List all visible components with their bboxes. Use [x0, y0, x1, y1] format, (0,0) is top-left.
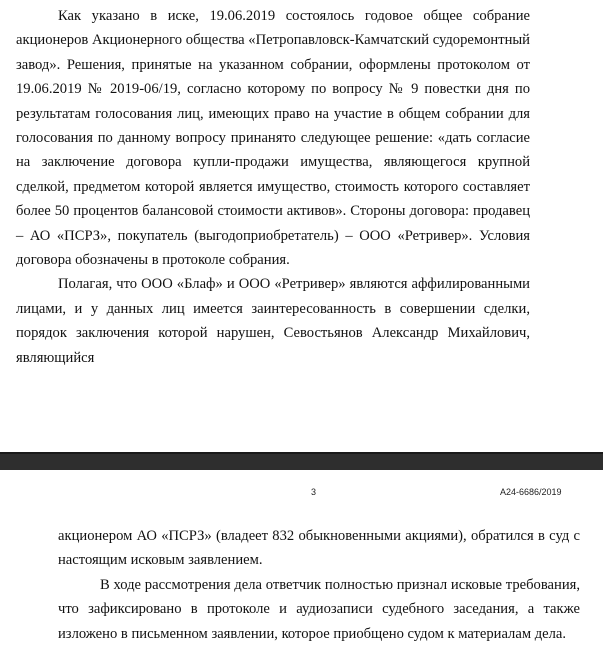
page-number: 3 — [311, 487, 317, 497]
paragraph-claim-description: Как указано в иске, 19.06.2019 состоялось годовое общее собрание акционеров Акционерного общества «Петропавловск-Камчатский судоремонтный завод». Решения, принятые на указанном собрании, оформлены протоколом от 19.06.2019 № 2019-06/19, согласно которому по вопросу № 9 повестки дня по результатам голосования лиц, имеющих право на участие в общем собрании для голосования по данному вопросу принанято следующее решение: «дать согласие на заключение договора купли-продажи имущества, являющегося крупной сделкой, предметом которой является имущество, стоимость которого составляет более 50 процентов балансовой стоимости активов». Стороны договора: продавец – АО «ПСРЗ», покупатель (выгодоприобретатель) – ООО «Ретривер». Условия договора обозначены в протоколе собрания. — [16, 8, 530, 269]
paragraph-defendant-admission: В ходе рассмотрения дела ответчик полностью признал исковые требования, что зафиксировано в протоколе и аудиозаписи судебного заседания, а также изложено в письменном заявлении, которое приобщено судом к материалам дела. — [58, 576, 580, 642]
paragraph-affiliation: Полагая, что ООО «Блаф» и ООО «Ретривер» являются аффилированными лицами, и у данных лиц имеется заинтересованность в совершении сделки, порядок заключения которой нарушен, Севостьянов Александр Михайлович, являющийся — [16, 276, 530, 366]
document-page-lower — [0, 470, 603, 646]
paragraph-continuation: акционером АО «ПСРЗ» (владеет 832 обыкновенными акциями), обратился в суд с настоящим исковым заявлением. — [58, 528, 580, 569]
page-separator — [0, 452, 603, 470]
upper-page-body — [16, 4, 530, 370]
case-number: A24-6686/2019 — [500, 487, 562, 497]
lower-page-body — [58, 524, 580, 646]
